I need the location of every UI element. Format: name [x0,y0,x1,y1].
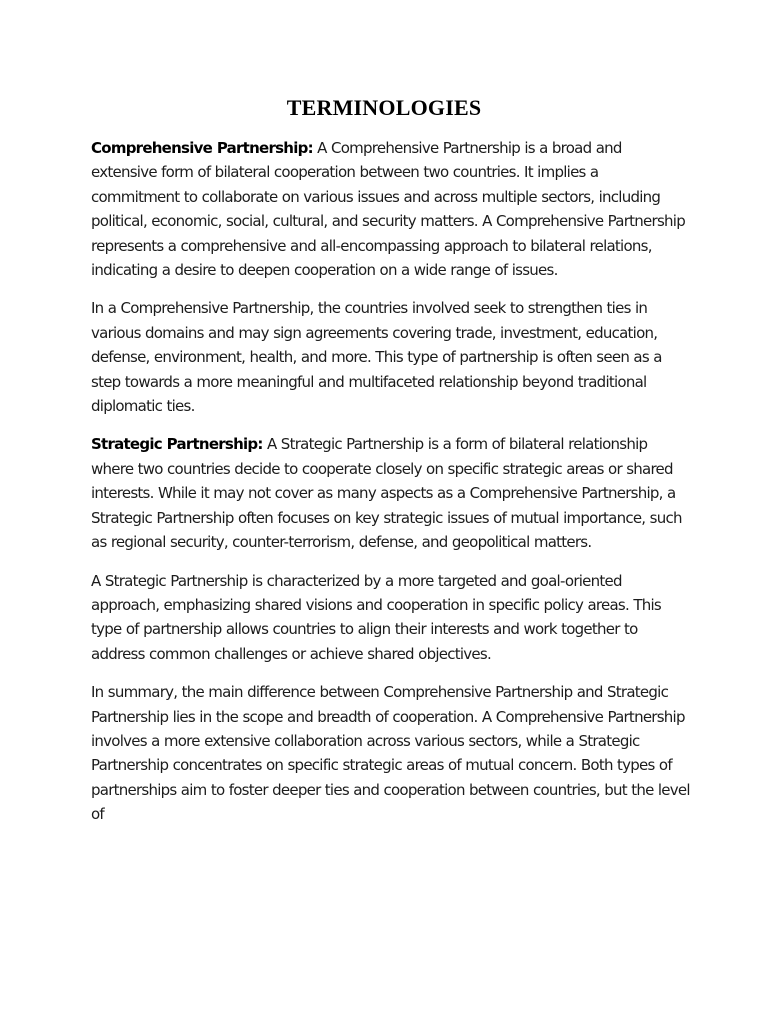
term-label: Strategic Partnership: [91,435,263,454]
paragraph-text: In a Comprehensive Partnership, the countries involved seek to strengthen ties in various domains and may sign agreements covering trade, investment, education, defense, environment, health, and more. This type of partnership is often seen as a step towards a more meaningful and multifaceted relationship beyond traditional diplomatic ties. [91,299,662,416]
paragraph-text: In summary, the main difference between Comprehensive Partnership and Strategic Partnership lies in the scope and breadth of cooperation. A Comprehensive Partnership involves a more extensive collaboration across various sectors, while a Strategic Partnership concentrates on specific strategic areas of mutual concern. Both types of partnerships aim to foster deeper ties and cooperation between countries, but the level of [91,683,690,824]
term-label: Comprehensive Partnership: [91,139,313,157]
document-body [91,136,691,841]
paragraph-text: A Strategic Partnership is a form of bilateral relationship where two countries decide to cooperate closely on specific strategic areas or shared interests. While it may not cover as many aspects as a Comprehensive Partnership, a Strategic Partnership often focuses on key strategic issues of mutual importance, such as regional security, counter-terrorism, defense, and geopolitical matters. [91,435,682,552]
paragraph-strategic-details [91,569,691,667]
paragraph-comprehensive-definition [91,136,691,282]
page-title: TERMINOLOGIES [286,95,482,120]
paragraph-summary [91,680,691,826]
paragraph-text: A Comprehensive Partnership is a broad and extensive form of bilateral cooperation between two countries. It implies a commitment to collaborate on various issues and across multiple sectors, including political, economic, social, cultural, and security matters. A Comprehensive Partnership represents a comprehensive and all-encompassing approach to bilateral relations, indicating a desire to deepen cooperation on a wide range of issues. [91,139,685,280]
paragraph-strategic-definition [91,432,691,554]
paragraph-comprehensive-details [91,296,691,418]
paragraph-text: A Strategic Partnership is characterized by a more targeted and goal-oriented approach, emphasizing shared visions and cooperation in specific policy areas. This type of partnership allows countries to align their interests and work together to address common challenges or achieve shared objectives. [91,571,661,663]
